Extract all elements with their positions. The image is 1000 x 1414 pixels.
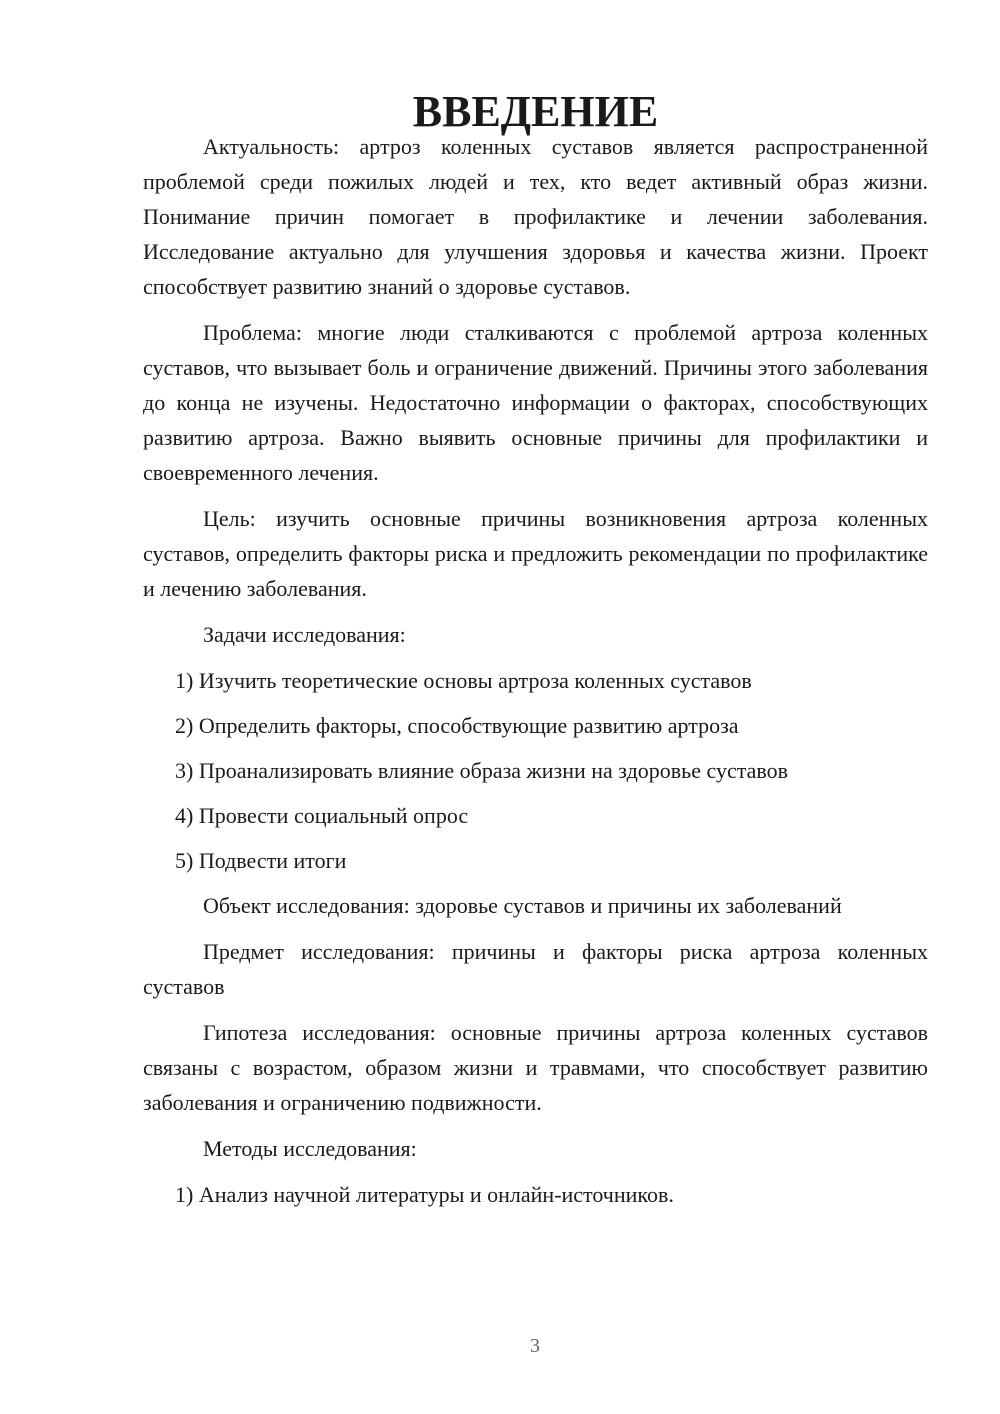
- list-item: 1) Изучить теоретические основы артроза коленных суставов: [175, 668, 752, 693]
- subject-paragraph: Предмет исследования: причины и факторы риска артроза коленных суставов: [143, 939, 928, 999]
- page-content: [143, 87, 928, 1222]
- relevance-paragraph: Актуальность: артроз коленных суставов является распространенной проблемой среди пожилых людей и тех, кто ведет активный образ жизни. Понимание причин помогает в профилактике и лечении заболевания. Исследование актуально для улучшения здоровья и качества жизни. Проект способствует развитию знаний о здоровье суставов.: [143, 134, 928, 299]
- section-title: [143, 87, 928, 136]
- object-paragraph: Объект исследования: здоровье суставов и причины их заболеваний: [203, 893, 842, 918]
- list-item: 5) Подвести итоги: [175, 848, 347, 873]
- hypothesis-paragraph: Гипотеза исследования: основные причины артроза коленных суставов связаны с возрастом, образом жизни и травмами, что способствует развитию заболевания и ограничению подвижности.: [143, 1020, 928, 1115]
- list-item: 2) Определить факторы, способствующие развитию артроза: [175, 713, 739, 738]
- methods-heading: Методы исследования:: [203, 1136, 417, 1161]
- page-number: 3: [530, 1335, 540, 1357]
- problem-paragraph: Проблема: многие люди сталкиваются с проблемой артроза коленных суставов, что вызывает боль и ограничение движений. Причины этого заболевания до конца не изучены. Недостаточно информации о факторах, способствующих развитию артроза. Важно выявить основные причины для профилактики и своевременного лечения.: [143, 320, 928, 485]
- goal-paragraph: Цель: изучить основные причины возникновения артроза коленных суставов, определить факторы риска и предложить рекомендации по профилактике и лечению заболевания.: [143, 506, 928, 601]
- list-item: 4) Провести социальный опрос: [175, 803, 469, 828]
- section-title-text: ВВЕДЕНИЕ: [412, 87, 659, 136]
- tasks-list: [143, 663, 928, 878]
- methods-list: [143, 1177, 928, 1212]
- list-item: 3) Проанализировать влияние образа жизни на здоровье суставов: [175, 758, 788, 783]
- list-item: 1) Анализ научной литературы и онлайн-источников.: [175, 1182, 674, 1207]
- tasks-heading: Задачи исследования:: [203, 622, 406, 647]
